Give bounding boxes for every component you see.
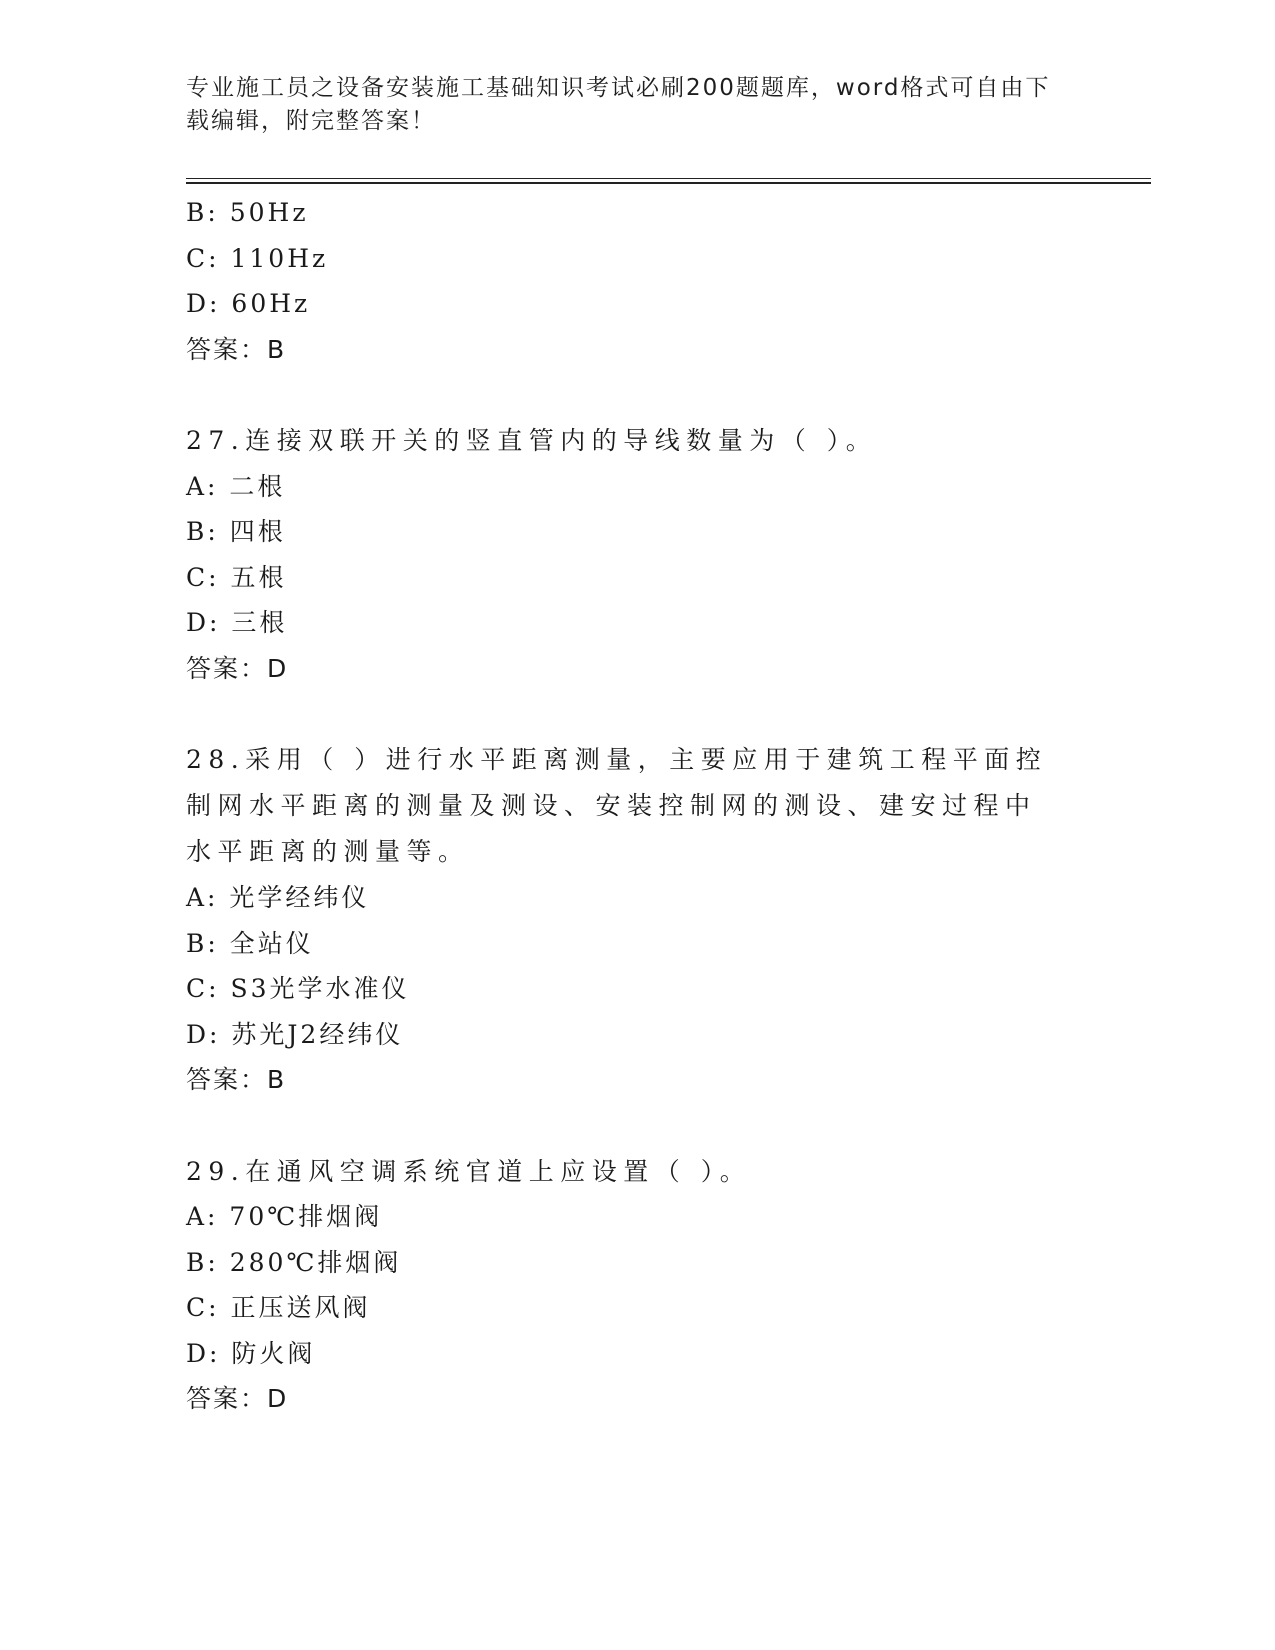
question-list	[186, 190, 1066, 1422]
option-c: C: 110Hz	[186, 243, 329, 273]
page-header: 专业施工员之设备安装施工基础知识考试必刷200题题库，word格式可自由下载编辑，附完整答案！	[186, 75, 1051, 134]
answer: 答案：B	[186, 334, 287, 364]
option-b: B: 280℃排烟阀	[186, 1247, 402, 1277]
option-a: A: 二根	[186, 471, 286, 501]
spacer	[186, 1103, 1066, 1149]
option-c: C: S3光学水准仪	[186, 974, 410, 1003]
question-29	[186, 1149, 1066, 1422]
option-b: B: 50Hz	[186, 198, 309, 227]
answer: 答案：D	[186, 1384, 289, 1413]
option-d: D: 60Hz	[186, 289, 311, 318]
spacer	[186, 372, 1066, 418]
answer: 答案：D	[186, 653, 289, 683]
answer: 答案：B	[186, 1065, 287, 1094]
question-stem: 29.在通风空调系统官道上应设置（ ）。	[186, 1156, 752, 1186]
option-a: A: 光学经纬仪	[186, 883, 370, 912]
spacer	[186, 691, 1066, 737]
option-a: A: 70℃排烟阀	[186, 1202, 383, 1231]
question-27	[186, 418, 1066, 691]
question-stem: 28.采用（ ）进行水平距离测量，主要应用于建筑工程平面控制网水平距离的测量及测设、安装控制网的测设、建安过程中水平距离的测量等。	[186, 745, 1048, 866]
question-28	[186, 737, 1066, 1103]
question-stem: 27.连接双联开关的竖直管内的导线数量为（ ）。	[186, 426, 878, 455]
option-c: C: 正压送风阀	[186, 1293, 371, 1322]
option-c: C: 五根	[186, 562, 287, 592]
question-26-tail	[186, 190, 1066, 372]
header-divider	[186, 178, 1151, 179]
option-d: D: 防火阀	[186, 1338, 316, 1368]
header-divider-bold	[186, 182, 1151, 184]
option-b: B: 全站仪	[186, 928, 314, 958]
option-b: B: 四根	[186, 517, 286, 546]
option-d: D: 苏光J2经纬仪	[186, 1019, 404, 1049]
option-d: D: 三根	[186, 608, 288, 637]
